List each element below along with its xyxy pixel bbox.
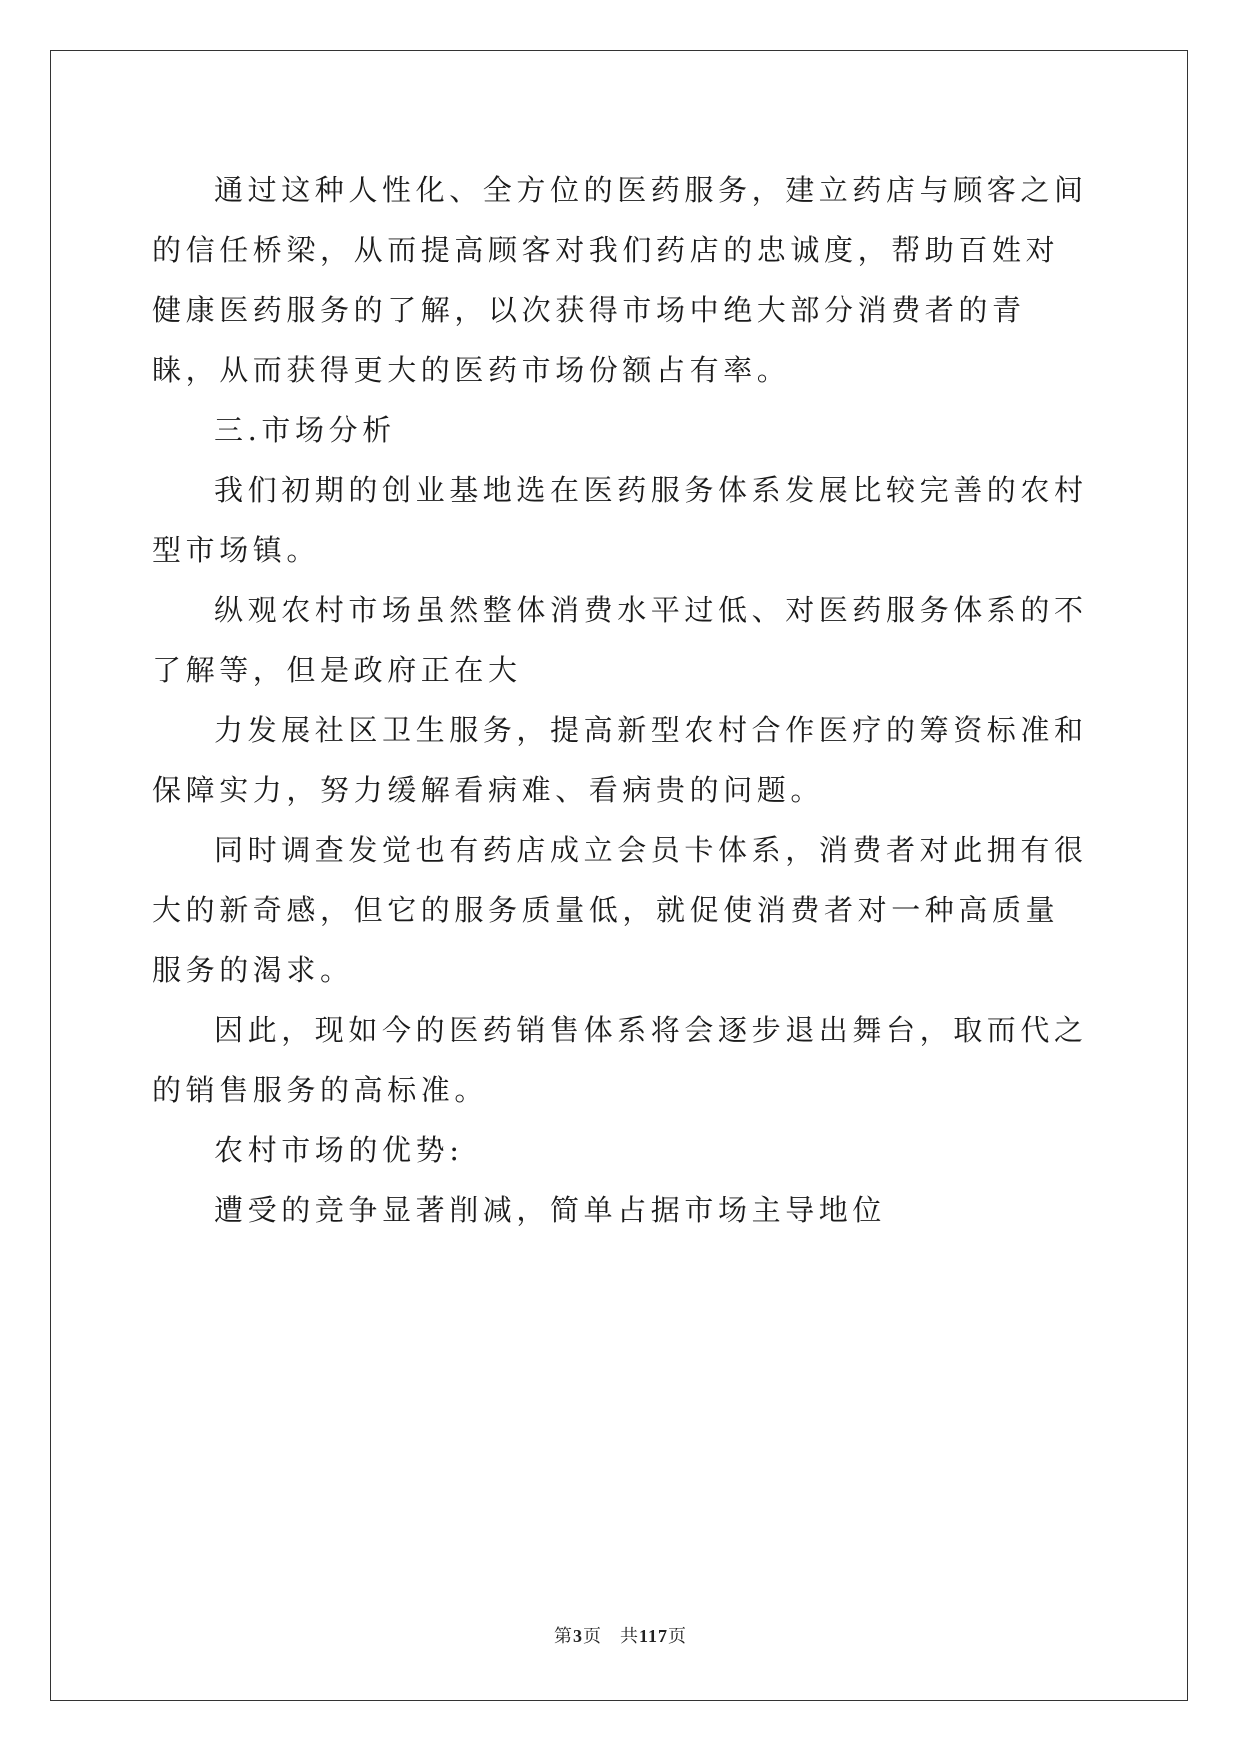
paragraph-7: 农村市场的优势:: [214, 1133, 464, 1167]
total-prefix: 共: [619, 1626, 639, 1647]
page-prefix: 第: [553, 1626, 573, 1647]
document-body: [152, 160, 1092, 1240]
page-number: 3: [572, 1626, 583, 1646]
section-heading-market-analysis: 三.市场分析: [214, 413, 396, 447]
paragraph-8: 遭受的竞争显著削减，简单占据市场主导地位: [214, 1193, 887, 1227]
total-suffix: 页: [668, 1626, 687, 1647]
paragraph-3: 纵观农村市场虽然整体消费水平过低、对医药服务体系的不了解等，但是政府正在大: [152, 593, 1088, 687]
paragraph-5: 同时调查发觉也有药店成立会员卡体系，消费者对此拥有很大的新奇感，但它的服务质量低，就促使消费者对一种高质量服务的渴求。: [152, 833, 1088, 987]
paragraph-6: 因此，现如今的医药销售体系将会逐步退出舞台，取而代之的销售服务的高标准。: [152, 1013, 1088, 1107]
paragraph-4: 力发展社区卫生服务，提高新型农村合作医疗的筹资标准和保障实力，努力缓解看病难、看病贵的问题。: [152, 713, 1088, 807]
total-pages: 117: [638, 1626, 668, 1646]
paragraph-2: 我们初期的创业基地选在医药服务体系发展比较完善的农村型市场镇。: [152, 473, 1088, 567]
page-suffix: 页: [582, 1626, 602, 1647]
page-footer: [0, 1622, 1241, 1648]
paragraph-1: 通过这种人性化、全方位的医药服务，建立药店与顾客之间的信任桥梁，从而提高顾客对我们药店的忠诚度，帮助百姓对健康医药服务的了解，以次获得市场中绝大部分消费者的青睐，从而获得更大的医药市场份额占有率。: [152, 173, 1088, 387]
